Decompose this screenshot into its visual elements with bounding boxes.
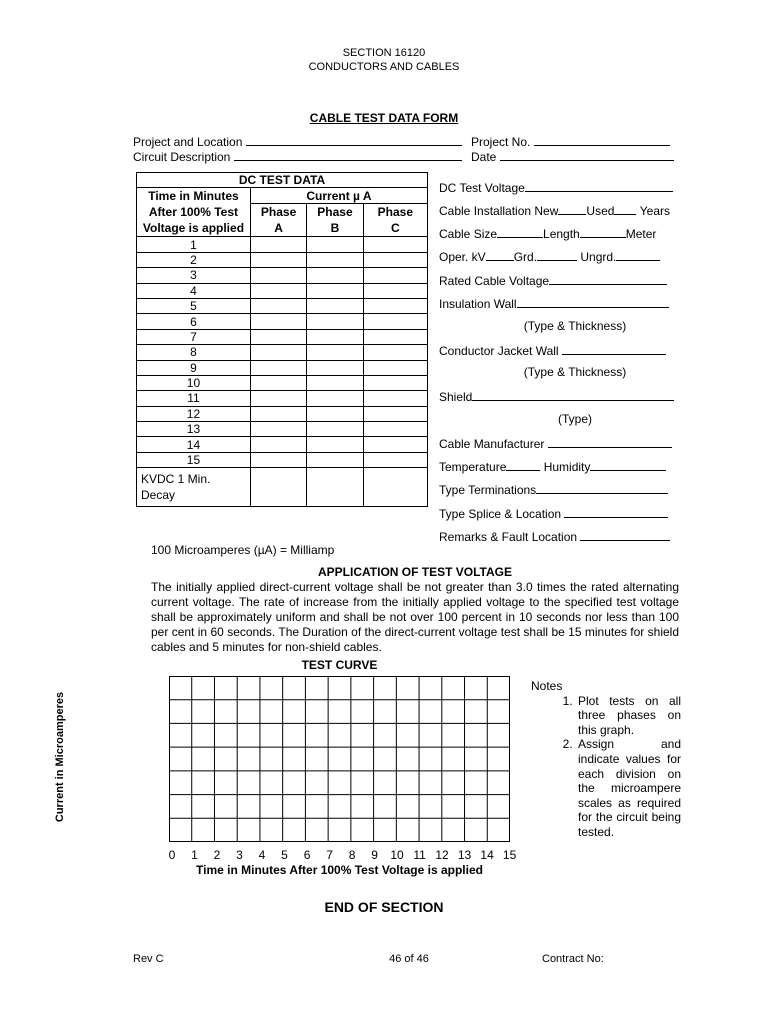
note-item-2: 2. Assign and indicate values for each division on the microampere scales as required for the circuit being tested. — [576, 737, 681, 839]
phase-c-cell[interactable] — [363, 298, 427, 313]
shield-field[interactable] — [439, 388, 674, 404]
phase-b-cell[interactable] — [307, 237, 363, 252]
dc-table-title: DC TEST DATA — [137, 173, 428, 188]
type-terminations-label: Type Terminations — [439, 483, 537, 497]
length-label: Length — [543, 227, 580, 241]
phase-c-cell[interactable] — [363, 268, 427, 283]
temperature-humidity-field[interactable] — [439, 458, 666, 474]
footer-contract: Contract No: — [542, 953, 604, 965]
phase-b-cell[interactable] — [307, 298, 363, 313]
phase-a-cell[interactable] — [250, 283, 306, 298]
phase-c-cell[interactable] — [363, 329, 427, 344]
phase-c-cell[interactable] — [363, 314, 427, 329]
phase-b-cell[interactable] — [307, 360, 363, 375]
insulation-wall-field[interactable] — [439, 295, 669, 311]
x-tick-label: 5 — [281, 848, 288, 862]
phase-c-cell[interactable] — [363, 452, 427, 467]
x-tick-label: 7 — [326, 848, 333, 862]
circuit-description-field[interactable] — [133, 148, 462, 164]
x-tick-label: 15 — [502, 848, 517, 862]
length-blank[interactable] — [580, 225, 626, 238]
cable-size-blank[interactable] — [497, 225, 543, 238]
oper-kv-blank[interactable] — [486, 248, 514, 261]
phase-a-cell[interactable] — [250, 406, 306, 421]
x-tick-label: 14 — [480, 848, 494, 862]
temperature-blank[interactable] — [506, 458, 540, 471]
cable-installation-label: Cable Installation New — [439, 204, 559, 218]
phase-b-cell[interactable] — [307, 452, 363, 467]
phase-b-header: Phase B — [307, 203, 363, 237]
phase-c-cell[interactable] — [363, 391, 427, 406]
phase-a-cell[interactable] — [250, 314, 306, 329]
oper-kv-label: Oper. kV — [439, 250, 486, 264]
conductor-jacket-wall-label: Conductor Jacket Wall — [439, 344, 559, 358]
project-location-field[interactable] — [133, 133, 462, 149]
phase-a-header: Phase A — [250, 203, 306, 237]
note-item-1: 1. Plot tests on all three phases on this graph. — [576, 694, 681, 738]
conductor-jacket-wall-blank[interactable] — [562, 342, 666, 355]
phase-b-cell[interactable] — [307, 268, 363, 283]
y-axis-label: Current in Microamperes — [54, 691, 66, 823]
phase-c-cell[interactable] — [363, 345, 427, 360]
phase-c-cell[interactable] — [363, 375, 427, 390]
years-label: Years — [639, 204, 671, 218]
type-thickness-hint-1: (Type & Thickness) — [523, 319, 627, 333]
ungrd-label: Ungrd. — [580, 250, 617, 264]
x-tick-label: 4 — [258, 848, 266, 862]
x-tick-label: 12 — [435, 848, 449, 862]
phase-b-cell[interactable] — [307, 375, 363, 390]
kvdc-phase-a-cell[interactable] — [250, 468, 306, 507]
phase-a-cell[interactable] — [250, 391, 306, 406]
new-blank[interactable] — [558, 202, 586, 215]
x-tick-label: 6 — [303, 848, 311, 862]
humidity-blank[interactable] — [590, 458, 666, 471]
phase-a-cell[interactable] — [250, 345, 306, 360]
date-blank[interactable] — [500, 148, 674, 161]
application-title: APPLICATION OF TEST VOLTAGE — [318, 565, 512, 579]
type-hint: (Type) — [557, 412, 592, 426]
date-label: Date — [471, 150, 497, 164]
table-row — [137, 406, 428, 421]
phase-c-cell[interactable] — [363, 252, 427, 267]
phase-b-cell[interactable] — [307, 345, 363, 360]
x-axis-label: Time in Minutes After 100% Test Voltage is applied — [196, 863, 483, 877]
type-splice-blank[interactable] — [564, 505, 668, 518]
minute-cell: 13 — [137, 422, 251, 437]
table-row — [137, 437, 428, 452]
grd-blank[interactable] — [537, 248, 577, 261]
minute-cell: 2 — [137, 252, 251, 267]
phase-a-cell[interactable] — [250, 452, 306, 467]
phase-c-cell[interactable] — [363, 422, 427, 437]
minute-cell: 12 — [137, 406, 251, 421]
table-row — [137, 391, 428, 406]
footer-rev: Rev C — [133, 953, 164, 965]
phase-a-cell[interactable] — [250, 329, 306, 344]
table-row — [137, 237, 428, 252]
table-row — [137, 360, 428, 375]
type-terminations-blank[interactable] — [536, 481, 668, 494]
phase-b-cell[interactable] — [307, 314, 363, 329]
test-curve-grid[interactable] — [169, 676, 510, 842]
section-subtitle: CONDUCTORS AND CABLES — [308, 61, 460, 73]
dc-test-data-table — [136, 172, 428, 507]
date-field[interactable] — [471, 148, 674, 164]
minute-cell: 3 — [137, 268, 251, 283]
minute-cell: 10 — [137, 375, 251, 390]
x-tick-label: 0 — [168, 848, 176, 862]
circuit-description-label: Circuit Description — [133, 150, 231, 164]
shield-label: Shield — [439, 390, 473, 404]
phase-a-cell[interactable] — [250, 252, 306, 267]
minute-cell: 1 — [137, 237, 251, 252]
phase-c-cell[interactable] — [363, 406, 427, 421]
table-row — [137, 422, 428, 437]
table-row — [137, 329, 428, 344]
minute-cell: 4 — [137, 283, 251, 298]
kvdc-phase-b-cell[interactable] — [307, 468, 363, 507]
remarks-field[interactable] — [439, 528, 670, 544]
phase-a-cell[interactable] — [250, 375, 306, 390]
table-row — [137, 298, 428, 313]
cable-size-field[interactable] — [439, 225, 656, 241]
notes-block — [531, 679, 681, 840]
notes-title: Notes — [531, 679, 563, 693]
x-tick-label: 3 — [236, 848, 243, 862]
type-splice-label: Type Splice & Location — [439, 507, 562, 521]
kvdc-label: KVDC 1 Min. Decay — [137, 468, 251, 507]
circuit-description-blank[interactable] — [234, 148, 462, 161]
cable-manufacturer-blank[interactable] — [548, 435, 672, 448]
phase-b-cell[interactable] — [307, 283, 363, 298]
meter-label: Meter — [625, 227, 657, 241]
x-tick-label: 9 — [371, 848, 378, 862]
phase-a-cell[interactable] — [250, 268, 306, 283]
current-header: Current µ A — [250, 188, 427, 203]
x-tick-label: 11 — [413, 848, 426, 862]
table-row — [137, 452, 428, 467]
table-row — [137, 268, 428, 283]
remarks-blank[interactable] — [580, 528, 670, 541]
type-splice-field[interactable] — [439, 505, 668, 521]
cable-manufacturer-label: Cable Manufacturer — [439, 437, 545, 451]
minute-cell: 9 — [137, 360, 251, 375]
project-no-blank[interactable] — [534, 133, 670, 146]
dc-test-voltage-label: DC Test Voltage — [439, 181, 525, 195]
phase-b-cell[interactable] — [307, 252, 363, 267]
x-tick-label: 13 — [457, 848, 472, 862]
phase-b-cell[interactable] — [307, 329, 363, 344]
end-of-section: END OF SECTION — [324, 899, 444, 915]
footer-page: 46 of 46 — [389, 953, 429, 965]
oper-kv-field[interactable] — [439, 248, 660, 264]
phase-a-cell[interactable] — [250, 298, 306, 313]
cable-manufacturer-field[interactable] — [439, 435, 672, 451]
ungrd-blank[interactable] — [616, 248, 660, 261]
time-header: Time in Minutes After 100% Test Voltage is applied — [137, 188, 251, 237]
shield-blank[interactable] — [472, 388, 674, 401]
used-label: Used — [586, 204, 615, 218]
phase-a-cell[interactable] — [250, 422, 306, 437]
form-title: CABLE TEST DATA FORM — [309, 111, 459, 125]
rated-cable-voltage-label: Rated Cable Voltage — [439, 274, 550, 288]
table-row — [137, 283, 428, 298]
phase-c-cell[interactable] — [363, 283, 427, 298]
phase-a-cell[interactable] — [250, 360, 306, 375]
table-row — [137, 345, 428, 360]
rated-cable-voltage-blank[interactable] — [549, 272, 667, 285]
x-tick-label: 10 — [390, 848, 404, 862]
rated-cable-voltage-field[interactable] — [439, 272, 667, 288]
remarks-label: Remarks & Fault Location — [439, 530, 578, 544]
minute-cell: 8 — [137, 345, 251, 360]
type-thickness-hint-2: (Type & Thickness) — [523, 365, 627, 379]
cable-installation-field[interactable] — [439, 202, 670, 218]
phase-b-cell[interactable] — [307, 406, 363, 421]
minute-cell: 11 — [137, 391, 251, 406]
phase-a-cell[interactable] — [250, 437, 306, 452]
project-no-label: Project No. — [471, 135, 531, 149]
grd-label: Grd. — [513, 250, 538, 264]
phase-a-cell[interactable] — [250, 237, 306, 252]
insulation-wall-blank[interactable] — [517, 295, 669, 308]
phase-c-cell[interactable] — [363, 437, 427, 452]
used-blank[interactable] — [614, 202, 636, 215]
phase-c-cell[interactable] — [363, 237, 427, 252]
application-body: The initially applied direct-current voltage shall be not greater than 3.0 times the rated alternating current voltage. The rate of increase from the initially applied voltage to the specified test voltage shall be approximately uniform and shall be not over 100 percent in 10 seconds nor less than 100 per cent in 60 seconds. The Duration of the direct-current voltage test shall be 15 minutes for shield cables and 5 minutes for non-shield cables. — [151, 580, 679, 654]
type-terminations-field[interactable] — [439, 481, 668, 497]
phase-c-header: Phase C — [363, 203, 427, 237]
x-tick-label: 2 — [213, 848, 221, 862]
temperature-label: Temperature — [439, 460, 507, 474]
project-no-field[interactable] — [471, 133, 670, 149]
phase-b-cell[interactable] — [307, 437, 363, 452]
minute-cell: 6 — [137, 314, 251, 329]
test-curve-title: TEST CURVE — [301, 658, 378, 672]
insulation-wall-label: Insulation Wall — [439, 297, 517, 311]
project-location-blank[interactable] — [246, 133, 462, 146]
cable-size-label: Cable Size — [439, 227, 498, 241]
minute-cell: 7 — [137, 329, 251, 344]
x-tick-label: 8 — [348, 848, 356, 862]
kvdc-phase-c-cell[interactable] — [363, 468, 427, 507]
table-row — [137, 252, 428, 267]
minute-cell: 15 — [137, 452, 251, 467]
table-row — [137, 314, 428, 329]
humidity-label: Humidity — [543, 460, 591, 474]
dc-test-voltage-field[interactable] — [439, 179, 673, 195]
phase-c-cell[interactable] — [363, 360, 427, 375]
project-location-label: Project and Location — [133, 135, 243, 149]
minute-cell: 14 — [137, 437, 251, 452]
phase-b-cell[interactable] — [307, 422, 363, 437]
section-number: SECTION 16120 — [342, 47, 426, 59]
minute-cell: 5 — [137, 298, 251, 313]
x-tick-label: 1 — [191, 848, 198, 862]
microampere-note: 100 Microamperes (µA) = Milliamp — [151, 543, 335, 557]
table-row — [137, 375, 428, 390]
phase-b-cell[interactable] — [307, 391, 363, 406]
conductor-jacket-wall-field[interactable] — [439, 342, 666, 358]
dc-test-voltage-blank[interactable] — [525, 179, 673, 192]
